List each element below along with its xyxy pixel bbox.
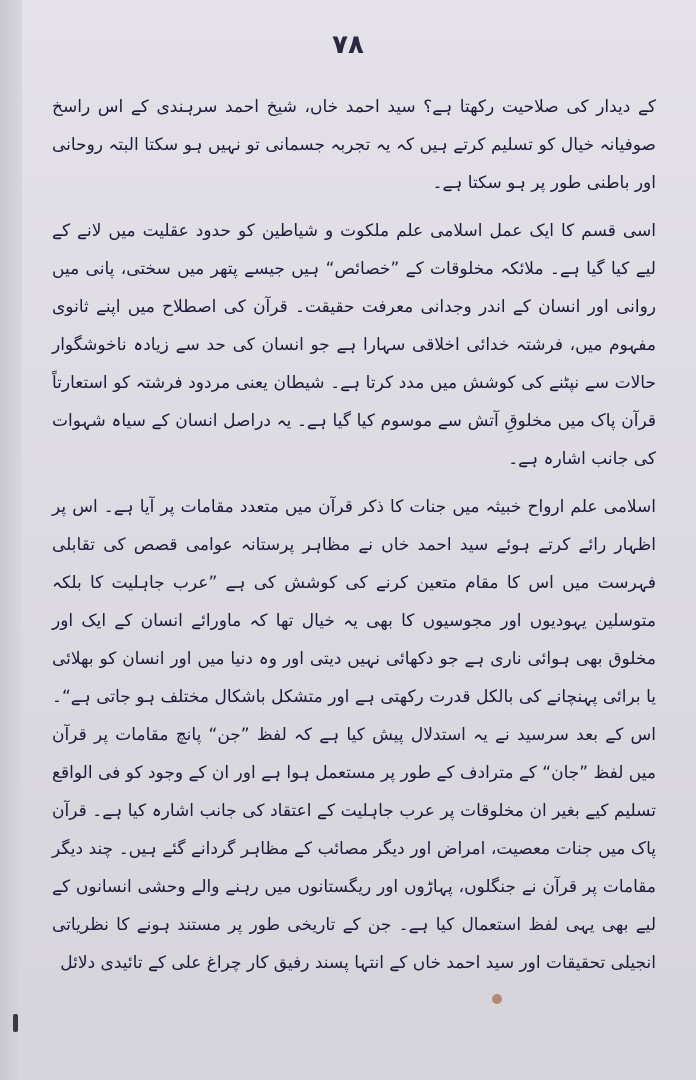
binding-mark <box>13 1014 18 1032</box>
paragraph-2: اسی قسم کا ایک عمل اسلامی علم ملکوت و شیاطین کو حدود عقلیت میں لانے کے لیے کیا گیا ہے۔ ملائکہ مخلوقات کے ”خصائص“ ہیں جیسے پتھر میں سختی، پانی میں روانی اور انسان کے اندر وجدانی معرفت حقیقت۔ قرآن کی اصطلاح میں اپنے ثانوی مفہوم میں، فرشتہ خدائی اخلاقی سہارا ہے جو انسان کی حد سے زیادہ ناخوشگوار حالات سے نپٹنے کی کوشش میں مدد کرتا ہے۔ شیطان یعنی مردود فرشتہ کو استعارتاً قرآن پاک میں مخلوقِ آتش سے موسوم کیا گیا ہے۔ یہ دراصل انسان کے سیاہ شہوات کی جانب اشارہ ہے۔ <box>52 221 656 469</box>
page-number: ٧٨ <box>332 30 364 60</box>
paragraph-3: اسلامی علم ارواح خبیثہ میں جنات کا ذکر قرآن میں متعدد مقامات پر آیا ہے۔ اس پر اظہار رائے کرتے ہوئے سید احمد خاں نے مظاہر پرستانہ عوامی قصص کی تقابلی فہرست میں اس کا مقام متعین کرنے کی کوشش کی ہے ”عرب جاہلیت کا بلکہ متوسلین یہودیوں اور مجوسیوں کا بھی یہ خیال تھا کہ ماورائے انسان کے ایک اور مخلوق بھی ہوائی ناری ہے جو دکھائی نہیں دیتی اور وہ دنیا میں اور انسان کو بھلائی یا برائی پہنچانے کی بالکل قدرت رکھتی ہے اور متشکل باشکال مختلف ہو جاتی ہے“۔ اس کے بعد سرسید نے یہ استدلال پیش کیا ہے کہ لفظ ”جن“ پانچ مقامات پر قرآن میں لفظ ”جان“ کے مترادف کے طور پر مستعمل ہوا ہے اور ان کے وجود کو فی الواقع تسلیم کیے بغیر ان مخلوقات پر عرب جاہلیت کے اعتقاد کی جانب اشارہ کیا ہے۔ قرآن پاک میں جنات معصیت، امراض اور دیگر مصائب کے مظاہر گردانے گئے ہیں۔ چند دیگر مقامات پر قرآن نے جنگلوں، پہاڑوں اور ریگستانوں میں رہنے والے وحشی انسانوں کے لیے بھی یہی لفظ استعمال کیا ہے۔ جن کے تاریخی طور پر مستند ہونے کا نظریاتی انجیلی تحقیقات اور سید احمد خاں کے انتہا پسند رفیق کار چراغ علی کے تائیدی دلائل <box>52 497 656 973</box>
paragraph-1: کے دیدار کی صلاحیت رکھتا ہے؟ سید احمد خاں، شیخ احمد سرہندی کے اس راسخ صوفیانہ خیال کو تسلیم کرتے ہیں کہ یہ تجربہ جسمانی تو نہیں ہو سکتا البتہ روحانی اور باطنی طور پر ہو سکتا ہے۔ <box>52 97 656 193</box>
body-text <box>52 88 656 982</box>
ink-stain <box>492 994 502 1004</box>
page-binding-edge <box>0 0 22 1080</box>
